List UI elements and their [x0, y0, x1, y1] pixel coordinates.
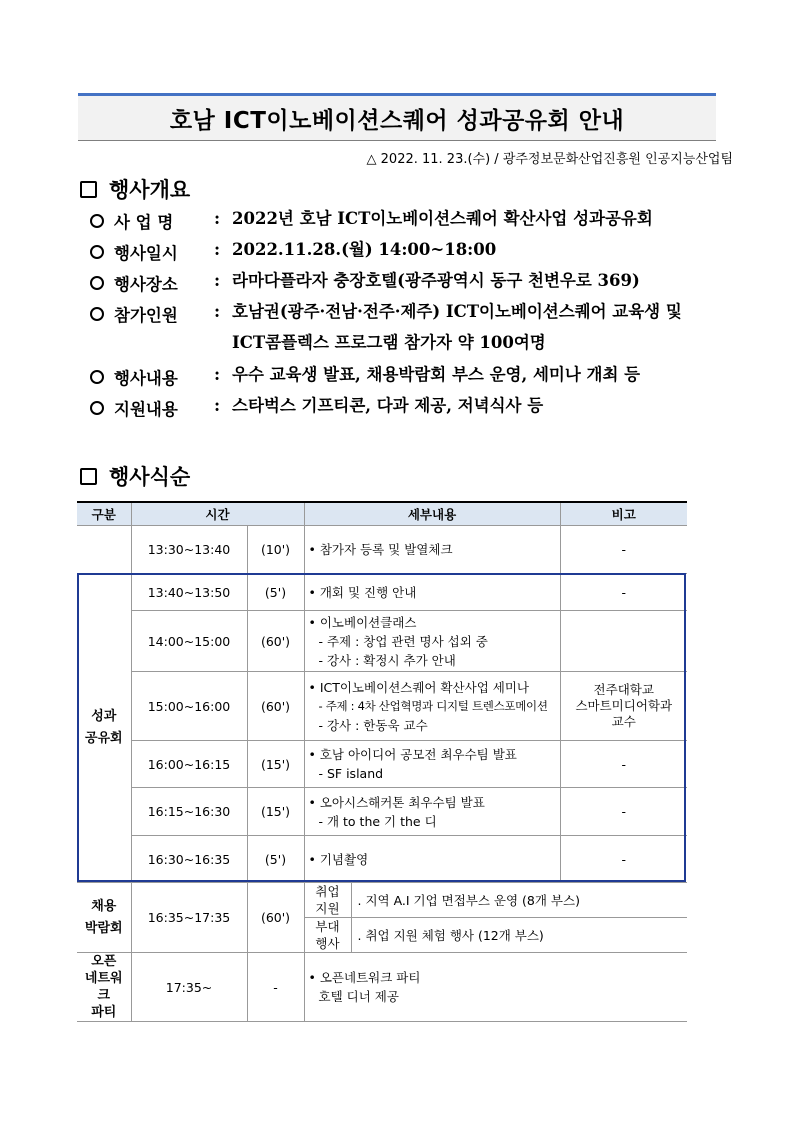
- time-cell: 17:35~: [131, 953, 247, 1022]
- job-sub-detail: . 지역 A.I 기업 면접부스 운영 (8개 부스): [357, 893, 580, 908]
- detail-cell: • ICT이노베이션스퀘어 확산사업 세미나 - 주제 : 4차 산업혁명과 디지털 트렌스포메이션 - 강사 : 한동욱 교수: [304, 672, 560, 741]
- duration-cell: (60'): [247, 883, 304, 953]
- overview-label: 참가인원: [114, 306, 178, 325]
- note-cell: -: [560, 741, 687, 788]
- overview-label: 행사일시: [114, 244, 178, 263]
- detail-cell: • 호남 아이디어 공모전 최우수팀 발표 - SF island: [304, 741, 560, 788]
- circle-bullet-icon: [90, 370, 104, 384]
- time-cell: 14:00~15:00: [131, 611, 247, 672]
- duration-cell: (15'): [247, 788, 304, 836]
- note-cell: [560, 611, 687, 672]
- job-sub-row: [304, 883, 687, 918]
- note-cell: -: [560, 788, 687, 836]
- detail-cell: • 참가자 등록 및 발열체크: [304, 526, 560, 574]
- table-row: [77, 672, 687, 741]
- table-row: [77, 883, 687, 918]
- section-program-heading: [80, 461, 190, 491]
- table-row: [77, 526, 687, 574]
- schedule-table: [77, 501, 687, 1022]
- note-cell: -: [560, 526, 687, 574]
- header-note: 비고: [560, 502, 687, 526]
- circle-bullet-icon: [90, 307, 104, 321]
- table-row: [77, 611, 687, 672]
- duration-cell: (5'): [247, 574, 304, 611]
- job-sub-label: 부대 행사: [305, 918, 352, 952]
- overview-separator: :: [214, 396, 221, 415]
- overview-label: 사 업 명: [114, 213, 174, 232]
- detail-cell: • 이노베이션클래스 - 주제 : 창업 관련 명사 섭외 중 - 강사 : 확정시 추가 안내: [304, 611, 560, 672]
- header-group: 구분: [77, 502, 131, 526]
- time-cell: 16:15~16:30: [131, 788, 247, 836]
- overview-item: [90, 302, 750, 365]
- checkbox-square-icon: [80, 181, 97, 198]
- time-cell: 13:40~13:50: [131, 574, 247, 611]
- detail-cell: • 개회 및 진행 안내: [304, 574, 560, 611]
- detail-cell: • 오아시스해커톤 최우수팀 발표 - 개 to the 기 the 디: [304, 788, 560, 836]
- circle-bullet-icon: [90, 245, 104, 259]
- overview-label: 행사장소: [114, 275, 178, 294]
- note-cell: -: [560, 574, 687, 611]
- overview-label: 행사내용: [114, 369, 178, 388]
- overview-value: 호남권(광주·전남·전주·제주) ICT이노베이션스퀘어 교육생 및 ICT콤플렉스 프로그램 참가자 약 100여명: [232, 302, 682, 352]
- time-cell: 16:35~17:35: [131, 883, 247, 953]
- group-cell-performance: 성과 공유회: [77, 574, 131, 883]
- overview-separator: :: [214, 365, 221, 384]
- overview-list: [90, 209, 750, 427]
- note-cell: -: [560, 836, 687, 883]
- section-overview-heading: [80, 174, 190, 204]
- section-overview-title: 행사개요: [109, 178, 191, 202]
- group-cell-job-fair: 채용 박람회: [77, 883, 131, 953]
- detail-cell: • 기념촬영: [304, 836, 560, 883]
- overview-label: 지원내용: [114, 400, 178, 419]
- header-detail: 세부내용: [304, 502, 560, 526]
- duration-cell: (5'): [247, 836, 304, 883]
- overview-value: 2022년 호남 ICT이노베이션스퀘어 확산사업 성과공유회: [232, 209, 653, 228]
- job-sub-label: 취업 지원: [305, 883, 352, 917]
- overview-value: 우수 교육생 발표, 채용박람회 부스 운영, 세미나 개최 등: [232, 365, 641, 384]
- overview-value: 2022.11.28.(월) 14:00~18:00: [232, 240, 497, 259]
- time-cell: 16:00~16:15: [131, 741, 247, 788]
- job-sub-row: [304, 918, 687, 953]
- section-program-title: 행사식순: [109, 465, 191, 489]
- time-cell: 13:30~13:40: [131, 526, 247, 574]
- duration-cell: (15'): [247, 741, 304, 788]
- overview-separator: :: [214, 302, 221, 321]
- overview-separator: :: [214, 271, 221, 290]
- table-header-row: [77, 502, 687, 526]
- time-cell: 15:00~16:00: [131, 672, 247, 741]
- job-sub-detail: . 취업 지원 체험 행사 (12개 부스): [357, 928, 544, 943]
- duration-cell: (60'): [247, 672, 304, 741]
- duration-cell: -: [247, 953, 304, 1022]
- table-row: [77, 836, 687, 883]
- circle-bullet-icon: [90, 401, 104, 415]
- time-cell: 16:30~16:35: [131, 836, 247, 883]
- circle-bullet-icon: [90, 214, 104, 228]
- table-row: [77, 788, 687, 836]
- circle-bullet-icon: [90, 276, 104, 290]
- checkbox-square-icon: [80, 468, 97, 485]
- table-row: [77, 741, 687, 788]
- detail-cell: • 오픈네트워크 파티 호텔 디너 제공: [304, 953, 687, 1022]
- overview-separator: :: [214, 209, 221, 228]
- duration-cell: (60'): [247, 611, 304, 672]
- header-time: 시간: [131, 502, 304, 526]
- page-title-text: 호남 ICT이노베이션스퀘어 성과공유회 안내: [169, 107, 625, 134]
- table-row: [77, 953, 687, 1022]
- group-cell-empty: [77, 526, 131, 574]
- overview-value: 라마다플라자 충장호텔(광주광역시 동구 천변우로 369): [232, 271, 640, 290]
- overview-separator: :: [214, 240, 221, 259]
- page-title: [78, 93, 716, 141]
- note-cell: 전주대학교 스마트미디어학과 교수: [560, 672, 687, 741]
- group-cell-network-party: 오픈 네트워크 파티: [77, 953, 131, 1022]
- dateline: △ 2022. 11. 23.(수) / 광주정보문화산업진흥원 인공지능산업팀: [366, 152, 733, 167]
- overview-value: 스타벅스 기프티콘, 다과 제공, 저녁식사 등: [232, 396, 544, 415]
- table-row: [77, 574, 687, 611]
- duration-cell: (10'): [247, 526, 304, 574]
- overview-item: [90, 396, 750, 427]
